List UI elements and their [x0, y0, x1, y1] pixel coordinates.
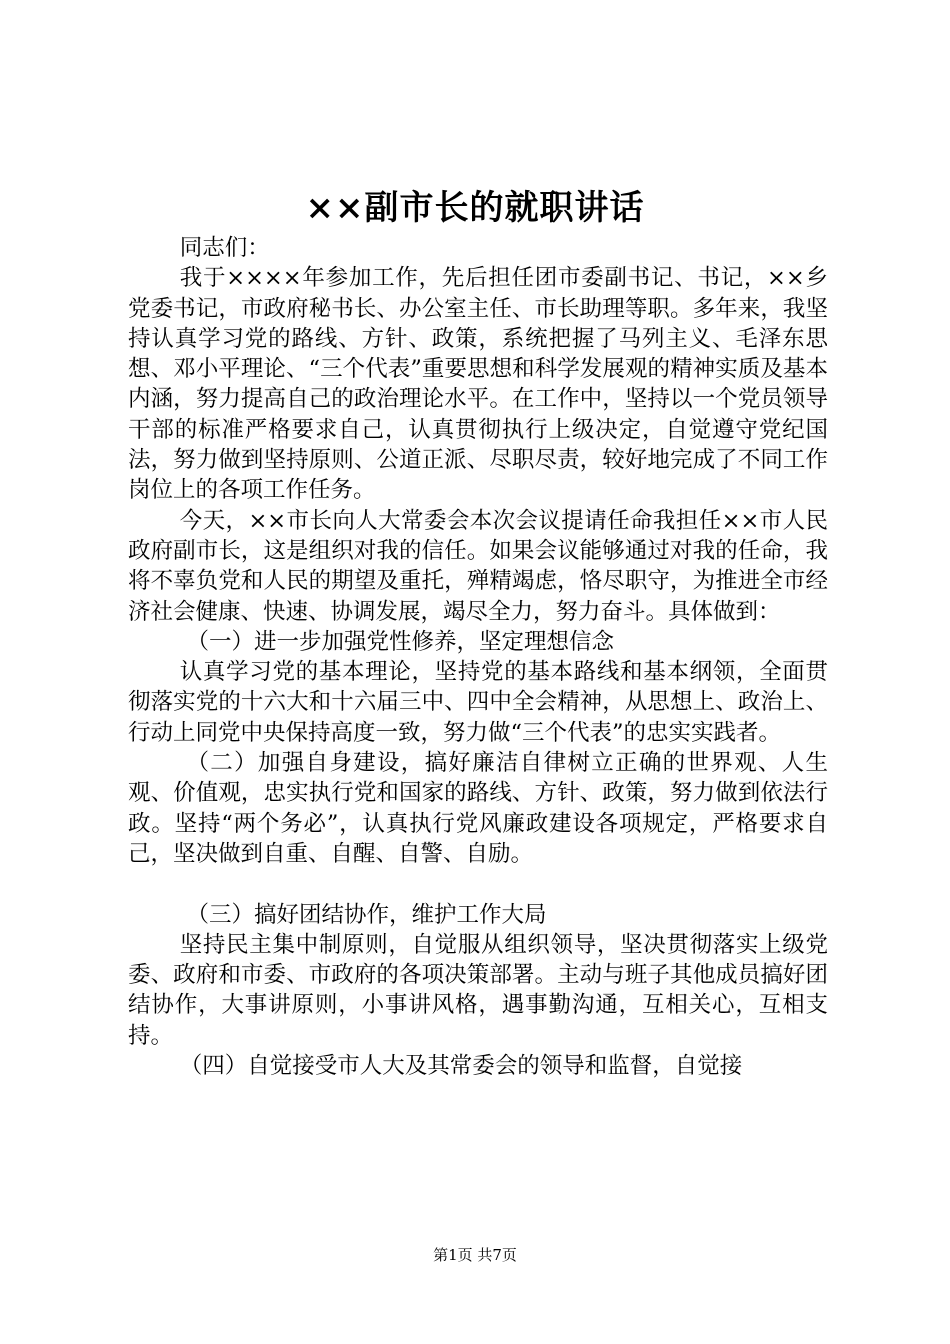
section-paragraph: （二）加强自身建设，搞好廉洁自律树立正确的世界观、人生观、价值观，忠实执行党和国家的路线、方针、政策，努力做到依法行政。坚持“两个务必”，认真执行党风廉政建设各项规定，严格要求自己，坚决做到自重、自醒、自警、自励。 — [128, 750, 828, 867]
document-body — [128, 233, 828, 1081]
section-heading: （三）搞好团结协作，维护工作大局 — [186, 901, 547, 928]
body-paragraph: 认真学习党的基本理论，坚持党的基本路线和基本纲领，全面贯彻落实党的十六大和十六届三中、四中全会精神，从思想上、政治上、行动上同党中央保持高度一致，努力做“三个代表”的忠实实践者。 — [128, 659, 828, 746]
blank-line — [128, 869, 828, 899]
page-title: ××副市长的就职讲话 — [305, 188, 645, 228]
greeting-paragraph: 同志们： — [179, 235, 270, 261]
body-paragraph: 坚持民主集中制原则，自觉服从组织领导，坚决贯彻落实上级党委、政府和市委、市政府的各项决策部署。主动与班子其他成员搞好团结协作，大事讲原则，小事讲风格，遇事勤沟通，互相关心，互相支持。 — [128, 931, 828, 1049]
page-number: 第1页 共7页 — [433, 1246, 517, 1264]
body-paragraph: 今天，××市长向人大常委会本次会议提请任命我担任××市人民政府副市长，这是组织对我的信任。如果会议能够通过对我的任命，我将不辜负党和人民的期望及重托，殚精竭虑，恪尽职守，为推进全市经济社会健康、快速、协调发展，竭尽全力，努力奋斗。具体做到： — [128, 507, 828, 625]
section-paragraph: （四）自觉接受市人大及其常委会的领导和监督，自觉接 — [179, 1053, 743, 1080]
body-paragraph: 我于××××年参加工作，先后担任团市委副书记、书记，××乡党委书记，市政府秘书长、办公室主任、市长助理等职。多年来，我坚持认真学习党的路线、方针、政策，系统把握了马列主义、毛泽东思想、邓小平理论、“三个代表”重要思想和科学发展观的精神实质及基本内涵，努力提高自己的政治理论水平。在工作中，坚持以一个党员领导干部的标准严格要求自己，认真贯彻执行上级决定，自觉遵守党纪国法，努力做到坚持原则、公道正派、尽职尽责，较好地完成了不同工作岗位上的各项工作任务。 — [128, 265, 828, 504]
section-heading: （一）进一步加强党性修养，坚定理想信念 — [186, 628, 615, 655]
